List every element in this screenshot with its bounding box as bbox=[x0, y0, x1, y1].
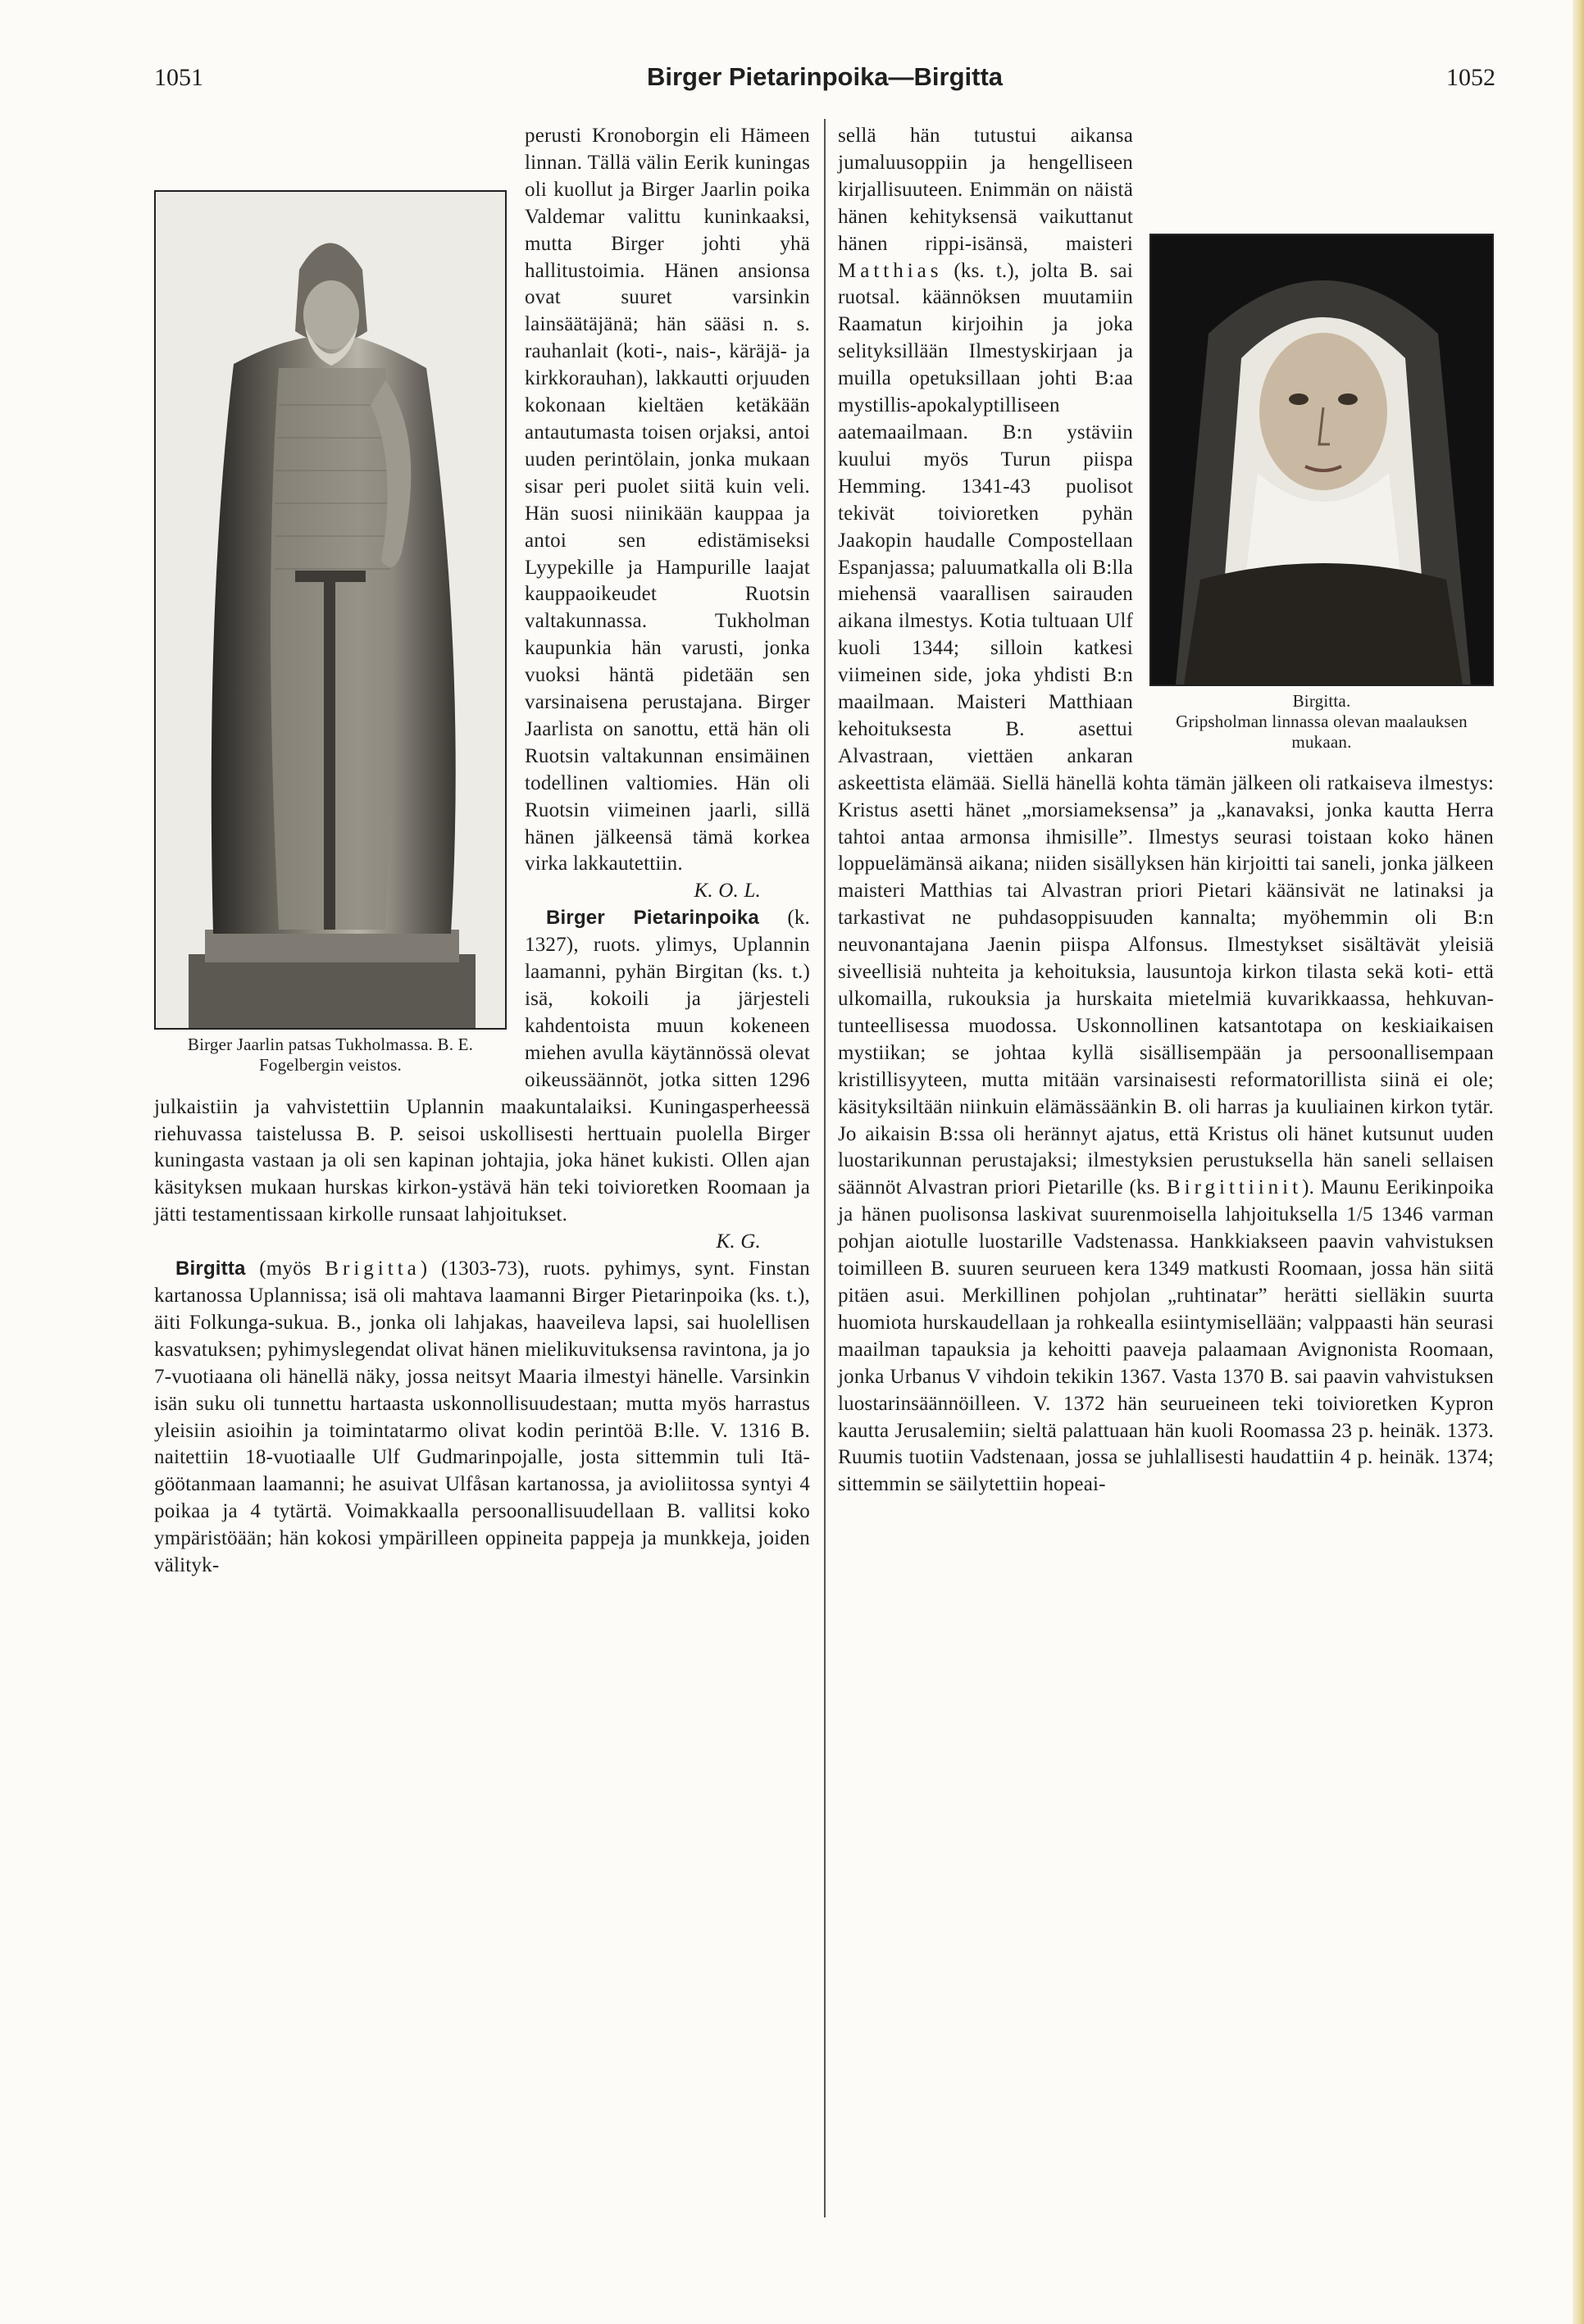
column-divider bbox=[824, 119, 826, 2217]
birgitta-caption bbox=[1149, 691, 1494, 753]
article-birger-text: (k. 1327), ruots. ylimys, Uplannin laamanni, pyhän Birgitan (ks. t.) isä, kokoili ja järjesteli kahdentoista muun kokeneen miehen avulla käytännössä olevat oikeussäännöt, jotka sitten 1296 julkaistiin ja vahvistettiin Uplannin maakuntalaiksi. Kuningasperheessä riehuvassa taistelussa B. P. seisoi uskollisesti herttuain puolella Birger kuningasta vastaan ja oli sen kapinan johtajia, joka hänet kukisti. Ollen ajan käsityksen mukaan hurskas kirkon-ystävä hän teki toivioretken Roomaan ja jätti testamentissaan kirkolle runsaat lahjoitukset. bbox=[154, 907, 810, 1226]
article-birgitta bbox=[154, 1256, 810, 1580]
left-text bbox=[154, 123, 810, 1580]
intro-text: perusti Kronoborgin eli Hämeen linnan. Tällä välin Eerik kuningas oli kuollut ja Birger Jaarlin poika Valdemar valittu kuninkaaksi, mutta Birger johti yhä hallitustoimia. Hänen ansionsa ovat suuret varsinkin lainsäätäjänä; hän sääsi n. s. rauhanlait (koti-, nais-, käräjä- ja kirkkorauhan), lakkautti orjuuden kokonaan kieltäen ketäkään antautumasta toisen orjaksi, antoi uuden perintölain, jonka mukaan sisar peri puolet siitä kuin veli. Hän suosi niinikään kauppaa ja antoi sen edistämiseksi Lyypekille ja Hampurille laajat kauppaoikeudet Ruotsin valtakunnassa. Tukholman kaupunkia hän varusti, jonka vuoksi häntä pidetään sen varsinaisena perustajana. Birger Jaarlista on sanottu, että hän oli Ruotsin valtakunnan ensimäinen todellinen valtiomies. Hän oli Ruotsin viimeinen jaarli, sillä hänen jälkeensä tämä korkea virka lakkautettiin. bbox=[525, 125, 810, 875]
right-text bbox=[838, 123, 1494, 1499]
statue-figure bbox=[154, 190, 507, 1076]
article-birgitta-text: ) (1303-73), ruots. pyhimys, synt. Finstan kartanossa Uplannissa; isä oli mahtava laamanni Birger Pietarinpoika (ks. t.), äiti Folkunga-sukua. B., jonka oli lahjakas, haaveileva lapsi, sai huolellisen kasvatuksen; pyhimyslegendat olivat hänen mielikuvituksensa ravintona, ja jo 7-vuotiaana oli hänellä näky, jossa neitsyt Maaria ilmestyi hänelle. Varsinkin isän suku oli tunnettu hartaasta uskonnollisuudestaan; mutta myös harrastus yleisiin asioihin ja toimintatarmo olivat kodin perintöä B:lle. V. 1316 B. naitettiin 18-vuotiaalle Ulf Gudmarinpojalle, josta sittemmin tuli Itä-göötanmaan laamanni; he asuivat Ulfåsan kartanossa, ja avioliitossa syntyi 4 poikaa ja 4 tytärtä. Voimakkaalla persoonallisuudellaan B. vallitsi koko ympäristöään; hän kokosi ympärilleen oppineita pappeja ja munkkeja, joiden välityk- bbox=[154, 1258, 810, 1577]
birgitta-alt-prefix: (myös bbox=[259, 1258, 312, 1280]
portrait-illustration bbox=[1151, 235, 1494, 684]
birgitta-portrait bbox=[1149, 234, 1494, 686]
birgitta-caption-title: Birgitta. bbox=[1292, 691, 1351, 711]
page-header bbox=[154, 64, 1495, 100]
page-edge bbox=[1573, 0, 1584, 2324]
right-column bbox=[838, 123, 1494, 1499]
intro-signature: K. O. L. bbox=[694, 880, 761, 903]
birgitta-text-end: ). Maunu Eerikinpoika ja hänen puolisonsa laskivat suurenmoisella lahjoituksella 1/5 1346 varman pohjan aiotulle luostarille Vadstenassa. Hankkiakseen paavin vahvistuksen toimilleen B. suuren seurueen kera 1349 matkusti Roomaan, jossa hän siitä pitäen asui. Merkillinen pohjolan „ruhtinatar” herätti sielläkin suurta huomiota hurskaudellaan ja rohkealla esiintymisellään; valppaasti hän seurasi maailman tapauksia ja kehoitti paaveja palaamaan Avignonista Roomaan, jonka Urbanus V vihdoin tekikin 1367. Vasta 1370 B. sai paavin vahvistuksen luostarinsäännöilleen. V. 1372 hän seurueineen teki toivioretken Kypron kautta Jerusalemiin; sieltä palattuaan hän kuoli Roomassa 23 p. heinäk. 1373. Ruumis tuotiin Vadstenaan, jossa se juhlallisesti haudattiin 4 p. heinäk. 1374; sittemmin se säilytettiin hopeai- bbox=[838, 1176, 1494, 1496]
lemma-birgitta: Birgitta bbox=[175, 1258, 246, 1280]
page-number-left: 1051 bbox=[154, 64, 203, 91]
birgitta-caption-text: Gripsholman linnassa olevan maalauksen mukaan. bbox=[1176, 712, 1468, 752]
page-number-right: 1052 bbox=[1446, 64, 1495, 91]
statue-caption: Birger Jaarlin patsas Tukholmassa. B. E. Fogelbergin veistos. bbox=[187, 1035, 474, 1075]
running-title: Birger Pietarinpoika—Birgitta bbox=[646, 62, 1004, 91]
matthias-reference: Matthias bbox=[838, 259, 943, 282]
statue-photo bbox=[154, 190, 507, 1030]
left-column bbox=[154, 123, 810, 1580]
birgitta-alt-name: Brigitta bbox=[325, 1258, 421, 1280]
statue-illustration bbox=[156, 192, 507, 1028]
birgitta-figure bbox=[1149, 234, 1494, 753]
birgitta-text-before: sellä hän tutustui aikansa jumaluusoppiin ja hengelliseen kirjallisuuteen. Enimmän on näistä hänen kehityksensä vaikuttanut hänen rippi-isänsä, maisteri bbox=[838, 125, 1133, 255]
article-birger-signature: K. G. bbox=[716, 1230, 761, 1253]
birgitta-text-after-matthias: (ks. t.), jolta B. sai ruotsal. käännöksen muutamiin Raamatun kirjoihin ja joka selityksillään Ilmestyskirjaan ja muilla opetuksillaan johti B:aa mystillis-apokalyptilliseen aatemaailmaan. B:n ystäviin kuului myös Turun piispa Hemming. 1341-43 puolisot tekivät toivioretken pyhän Jaakopin haudalle Compostellaan Espanjassa; paluumatkalla oli B:lla miehensä vaarallisen sairauden aikana ilmestys. Kotia tultuaan Ulf kuoli 1344; silloin katkesi viimeinen side, joka yhdisti B:n maailmaan. Maisteri Matthiaan kehoituksesta B. asettui Alvastraan, viettäen ankaran askeettista elämää. Siellä hänellä kohta tämän jälkeen oli ratkaiseva ilmestys: Kristus asetti hänet „morsiameksensa” ja „kanavaksi, jonka kautta Herra tahtoi antaa armonsa ihmisille”. Ilmestys seurasi toistaan koko hänen loppuelämänsä aikana; niiden sisällyksen hän kirjoitti tai saneli, jonka jälkeen maisteri Matthias tai Alvastran priori Pietari käänsivät ne latinaksi ja tarkastivat ne puhdasoppisuuden kannalta; myöhemmin oli B:n neuvonantajana Jaenin piispa Alfonsus. Ilmestykset sisältävät yleisiä siveellisiä nuhteita ja kehoituksia, lausuntoja kirkon tilasta sekä koti- että ulkomailla, rukouksia ja hurskaita mietelmiä kuvarikkaassa, hehkuvan-tunteellisessa muodossa. Uskonnollinen katsantotapa on keskiaikaisen mystiikan; se johtaa kyllä sisällisempään ja persoonallisempaan kristillisyyteen, mutta mitään varsinaisesti reformatorillista siinä ei ole; käsityksiltään niinkuin elämässäänkin B. oli harras ja kuuliainen kirkon tytär. Jo aikaisin B:ssa oli herännyt ajatus, että Kristus oli hänet kutsunut uuden luostarikunnan perustajaksi; ilmestyksien perustuksella hän saneli sellaisen säännöt Alvastran priori Pietarille (ks. bbox=[838, 259, 1494, 1199]
birgittiinit-reference: Birgittiinit bbox=[1166, 1176, 1303, 1199]
lemma-birger-pietarinpoika: Birger Pietarinpoika bbox=[546, 907, 759, 930]
